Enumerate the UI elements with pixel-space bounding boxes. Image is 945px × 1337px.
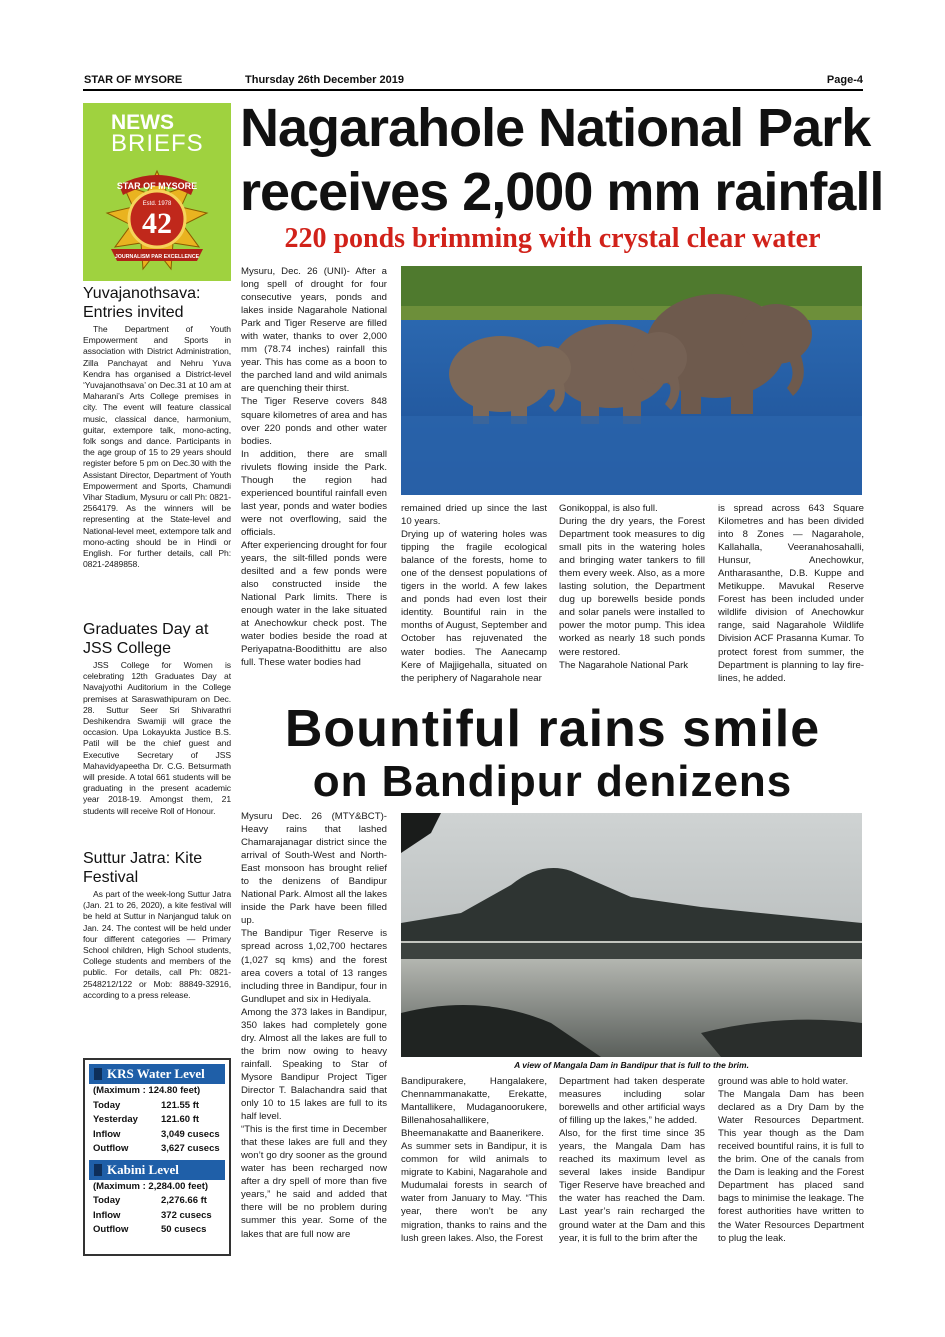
krs-value: 121.60 ft [161, 1114, 200, 1125]
news-briefs-header [83, 103, 231, 281]
issue-date: Thursday 26th December 2019 [245, 74, 404, 86]
kabini-row [89, 1194, 225, 1209]
header-rule [83, 89, 863, 91]
story2-col4: ground was able to hold water. The Mangala Dam has been declared as a Dry Dam by the Water Resources Department. This year though as the Dam received bountiful rains, it is full to the brim. One of the canals from the Dam is leaking and the Forest Department has placed sand bags to minimise the leakage. The forest authorities have written to the Water Resources Department to plug the leak. [718, 1076, 864, 1244]
paper-name: STAR OF MYSORE [84, 74, 183, 86]
krs-row [89, 1142, 225, 1157]
krs-label: Today [93, 1099, 121, 1111]
krs-value: 3,049 cusecs [161, 1128, 220, 1140]
brief-title: Yuvajanothsava: Entries invited [83, 285, 201, 321]
logo-estd: Estd. 1978 [142, 201, 172, 207]
krs-label: Yesterday [93, 1114, 138, 1125]
krs-label: Outflow [93, 1143, 129, 1154]
anniversary-logo [83, 163, 231, 283]
brief-2 [83, 620, 231, 817]
kabini-label: Today [93, 1195, 121, 1206]
brief-3 [83, 849, 231, 1001]
kabini-maximum [89, 1180, 225, 1195]
story2-col2: Bandipurakere, Hangalakere, Chennammanakatte, Erekatte, Mantallikere, Mudaganoorukere, Billenahosahallikere, Bheemanakatte and Baanerikere. As summer sets in Bandipur, it is common for wild animals to migrate to Kabini, Nagarahole and Mudumalai forests in search of water from January to May. “This year, there won’t be any migration, thanks to rains and the lush green lakes. Also, the Forest [401, 1076, 547, 1244]
kabini-title: Kabini Level [89, 1160, 225, 1180]
krs-value: 121.55 ft [161, 1099, 200, 1111]
brief-body: As part of the week-long Suttur Jatra (Jan. 21 to 26, 2020), a kite festival will be held at Suttur in Nanjangud taluk on Jan. 24. The contest will be held under four different categories — Primary School children, High School students, College students and members of the public. For details, call Ph: 0821-2548212/122 or Mob: 88849-32916, according to a press release. [83, 889, 231, 1000]
krs-row [89, 1099, 225, 1114]
krs-row [89, 1128, 225, 1143]
krs-label: Inflow [93, 1128, 121, 1140]
mangala-dam-photo [401, 813, 862, 1057]
page-number: Page-4 [826, 74, 863, 86]
logo-ribbon-text: JOURNALISM PAR EXCELLENCE [114, 254, 200, 260]
kabini-label: Outflow [93, 1224, 129, 1235]
krs-row [89, 1113, 225, 1128]
story1-headline-line1: Nagarahole National Park [240, 98, 871, 158]
story1-col3: Gonikoppal, is also full. During the dry years, the Forest Department took measures to dig small pits in the watering holes and bringing water tankers to fill them every week. Also, as a more lasting solution, the Department dug up borewells beside ponds and solar panels were installed to power the motor pump. This idea worked as nearly 18 such ponds were restored. The Nagarahole National Park [559, 503, 705, 671]
brief-body: The Department of Youth Empowerment and Sports in association with District Administration, Zilla Panchayat and Nehru Yuva Kendra has organised a District-level ‘Yuvajanothsava’ on Dec.31 at 10 am at Maharani’s Arts College premises in city. The event will feature classical music, classical dance, harmonium, guitar, extempore talk, mono-acting, folk songs and dance. Participants in the age group of 15 to 29 years should register before 5 pm on Dec.30 with the Assistant Director, Department of Youth Empowerment and Sports, Chamundi Vihar Stadium, Mysuru or call Ph: 0821-2564179. As the winners will be representing at the State-level and National-level meet, extempore talk and mono-acting should be in Hindi or English. For further details, call Ph: 0821-2489858. [83, 324, 231, 570]
story2-headline-line2: on Bandipur denizens [312, 757, 793, 806]
story1-subhead: 220 ponds brimming with crystal clear water [284, 223, 821, 254]
krs-value: 3,627 cusecs [161, 1143, 220, 1154]
kabini-row [89, 1209, 225, 1224]
photo-caption: A view of Mangala Dam in Bandipur that is full to the brim. [514, 1060, 749, 1070]
story1-col4: is spread across 643 Square Kilometres and has been divided into 8 Zones — Nagarahole, Kallahalla, Veeranahosahalli, Hunsur, Anechowkur, Antharasanthe, D.B. Kuppe and Metikuppe. Mavukal Reserve Forest has been included under wildlife division of Anechowkur range, said Nagarahole Wildlife Division ACF Prasanna Kumar. To protect forest from summer, the Department is planning to lay fire-lines, he added. [718, 503, 864, 684]
krs-max-text: (Maximum : 124.80 feet) [93, 1085, 201, 1096]
story1-col1: Mysuru, Dec. 26 (UNI)- After a long spell of drought for four consecutive years, ponds and lakes inside Nagarahole National Park and Tiger Reserve are filled with water, thanks to over 2,000 mm (78.74 inches) rainfall this year. This has come as a boon to the parched land and wild animals are quenching their thirst. The Tiger Reserve covers 848 square kilometres of area and has over 220 ponds and other water bodies. In addition, there are small rivulets flowing inside the Park. Though the region had experienced bountiful rainfall even last year, ponds and water bodies were not overflowing, said the officials. After experiencing drought for four years, the silt-filled ponds were desilted and a few ponds were also constructed inside the National Park limits. There is enough water in the lake situated at Anechowkur check post. The water bodies beside the road at Periyapatna-Boodithittu are also full. These water bodies had [241, 266, 387, 669]
story2-headline-line1: Bountiful rains smile [284, 700, 821, 758]
kabini-label: Inflow [93, 1209, 121, 1221]
kabini-value: 2,276.66 ft [161, 1195, 207, 1206]
krs-water-level-box [83, 1058, 231, 1256]
kabini-value: 50 cusecs [161, 1224, 207, 1235]
briefs-label: BRIEFS [111, 130, 204, 157]
kabini-max-text: (Maximum : 2,284.00 feet) [93, 1180, 209, 1192]
brief-body: JSS College for Women is celebrating 12th Graduates Day at Navajyothi Auditorium in the College premises at Saraswathipuram on Dec. 28. Suttur Seer Sri Shivarathri Deshikendra Swamiji will grace the occasion. Upa Lokayukta Justice B.S. Patil will be the chief guest and Executive Secretary of JSS Mahavidyapeetha Dr. C.G. Betsurmath will preside. A total 661 students will be graduating in the present academic year 2018-19. Amongst them, 21 students will receive Roll of Honour. [83, 660, 231, 816]
elephants-photo [401, 266, 862, 495]
brief-1 [83, 284, 231, 570]
krs-title: KRS Water Level [89, 1064, 225, 1084]
news-label: NEWS [111, 111, 174, 134]
kabini-row [89, 1223, 225, 1238]
brief-title: Suttur Jatra: Kite Festival [83, 850, 203, 886]
story1-headline-line2: receives 2,000 mm rainfall [240, 162, 884, 222]
story1-col2: remained dried up since the last 10 years. Drying up of watering holes was tipping the fragile ecological balance of the forests, home to one of the densest populations of tigers in the world. A few lakes and ponds had even lost their identity. Bountiful rain in the months of August, September and October has rejuvenated the water bodies. The Aanecamp Kere of Majjigehalla, situated on the periphery of Nagarahole near [401, 503, 547, 684]
brief-title: Graduates Day at JSS College [83, 621, 209, 657]
kabini-value: 372 cusecs [161, 1209, 212, 1221]
story2-col3: Department had taken desperate measures including solar borewells and other artificial ways of filling up the lakes,” he added. Also, for the first time since 35 years, the Mangala Dam has reached its maximum level as several lakes inside Bandipur Tiger Reserve have breached and the water has reached the Dam. Last year’s rain recharged the ground water at the Dam and this year, it is full to the brim after the [559, 1076, 705, 1244]
logo-number: 42 [142, 207, 172, 240]
logo-top-text: STAR OF MYSORE [116, 181, 198, 191]
story2-col1: Mysuru Dec. 26 (MTY&BCT)- Heavy rains that lashed Chamarajanagar district since the arrival of South-West and North-East monsoon has brought relief to the denizens of Bandipur National Park. Almost all the lakes inside the Park have been filled up. The Bandipur Tiger Reserve is spread across 1,02,700 hectares (1,027 sq kms) and the forest area covers a total of 13 ranges including three in Bandipur, four in Gundlupet and six in Hediyala. Among the 373 lakes in Bandipur, 350 lakes had completely gone dry. Almost all the lakes are full to the brim now owing to heavy rainfall. Speaking to Star of Mysore Bandipur Project Tiger Director T. Balachandra said that only 10 to 15 lakes are full to its half level. “This is the first time in December that these lakes are full and they won’t go dry sooner as the ground water has been recharged now after a dry spell of more than five years,” he said and added that there will be no problem during summer this year. Some of the lakes that are full now are [241, 811, 387, 1240]
krs-maximum [89, 1084, 225, 1099]
